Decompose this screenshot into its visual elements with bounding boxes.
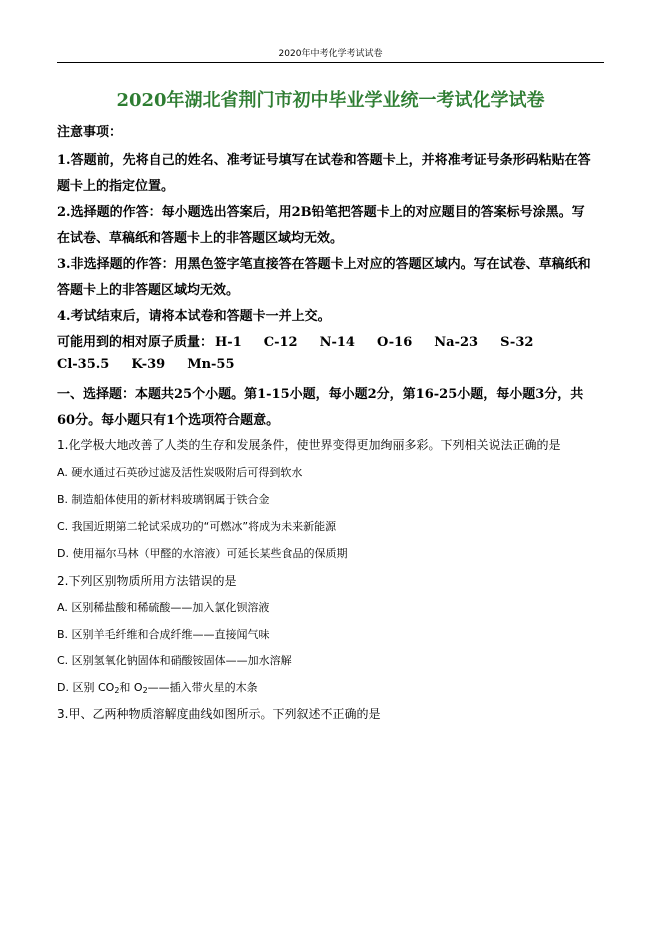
atomic-masses-row1 [57,331,607,350]
note-line: 答题卡上的非答题区域均无效。 [57,283,240,298]
section-heading-cont: 60分。每小题只有1个选项符合题意。 [57,413,280,428]
atomic-mass: S-32 [500,335,534,350]
question-stem: 3.甲、乙两种物质溶解度曲线如图所示。下列叙述不正确的是 [57,707,381,721]
question-option: B. 制造船体使用的新材料玻璃钢属于铁合金 [57,493,270,506]
atomic-mass: N-14 [319,335,355,350]
header-divider [57,62,604,63]
question-option-d [57,679,607,695]
section-heading: 一、选择题：本题共25个小题。第1-15小题，每小题2分，第16-25小题，每小题3分，共 [57,387,584,402]
question-stem: 2.下列区别物质所用方法错误的是 [57,574,237,588]
atomic-mass: Mn-55 [187,357,235,372]
question-option: A. 硬水通过石英砂过滤及活性炭吸附后可得到软水 [57,466,303,479]
atomic-mass: H-1 [215,335,242,350]
atomic-mass: C-12 [263,335,298,350]
question-stem: 1.化学极大地改善了人类的生存和发展条件，使世界变得更加绚丽多彩。下列相关说法正确的是 [57,438,561,452]
atomic-mass: Cl-35.5 [57,357,110,372]
option-d-prefix: D. 区别 CO [57,681,115,694]
page-title: 2020年湖北省荆门市初中毕业学业统一考试化学试卷 [116,90,545,111]
atomic-mass: K-39 [131,357,166,372]
subscript: 2 [142,686,148,695]
note-line: 3.非选择题的作答：用黑色签字笔直接答在答题卡上对应的答题区域内。写在试卷、草稿纸和 [57,257,591,272]
question-option: B. 区别羊毛纤维和合成纤维——直接闻气味 [57,628,270,641]
atomic-mass: Na-23 [434,335,479,350]
page-header: 2020年中考化学考试试卷 [278,49,383,59]
question-option: D. 使用福尔马林（甲醛的水溶液）可延长某些食品的保质期 [57,547,348,560]
note-line: 题卡上的指定位置。 [57,179,175,194]
subscript: 2 [114,686,120,695]
option-d-mid: 和 O [119,681,143,694]
atomic-mass: O-16 [376,335,413,350]
note-line: 在试卷、草稿纸和答题卡上的非答题区域均无效。 [57,231,344,246]
question-option: C. 我国近期第二轮试采成功的“可燃冰”将成为未来新能源 [57,520,337,533]
note-line: 4.考试结束后，请将本试卷和答题卡一并上交。 [57,309,331,324]
option-d-suffix: ——插入带火星的木条 [147,681,258,694]
note-line: 1.答题前，先将自己的姓名、准考证号填写在试卷和答题卡上，并将准考证号条形码粘贴在答 [57,153,591,168]
question-option: A. 区别稀盐酸和稀硫酸——加入氯化钡溶液 [57,601,270,614]
notes-heading: 注意事项： [57,125,123,140]
note-line: 2.选择题的作答：每小题选出答案后，用2B铅笔把答题卡上的对应题目的答案标号涂黑。写 [57,205,585,220]
atomic-masses-row2 [57,357,607,372]
question-option: C. 区别氢氧化钠固体和硝酸铵固体——加水溶解 [57,654,292,667]
atomic-masses-label: 可能用到的相对原子质量： [57,335,214,350]
